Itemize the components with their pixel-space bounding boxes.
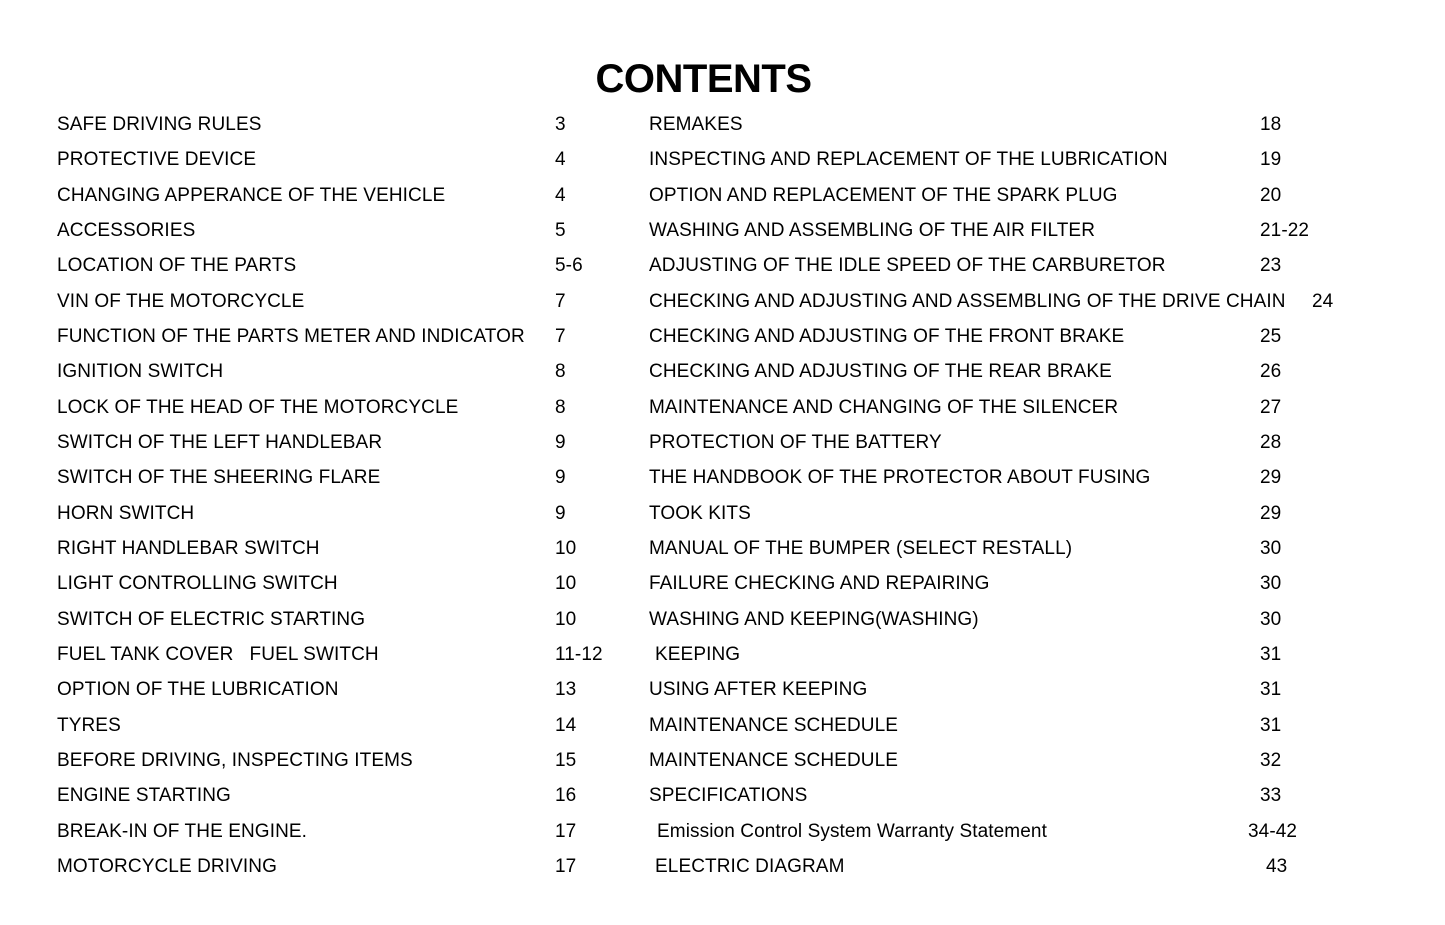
toc-entry-label: BREAK-IN OF THE ENGINE.: [57, 820, 308, 842]
toc-row: [0, 354, 1445, 389]
toc-entry-page: 29: [1260, 502, 1282, 524]
toc-entry-label: THE HANDBOOK OF THE PROTECTOR ABOUT FUSING: [649, 467, 1151, 489]
toc-entry-page: 23: [1260, 255, 1282, 277]
toc-entry-page: 15: [555, 749, 577, 771]
toc-entry-page: 31: [1260, 643, 1282, 665]
toc-row: [0, 531, 1445, 566]
toc-entry-label: MAINTENANCE SCHEDULE: [649, 749, 899, 771]
toc-entry-label: LIGHT CONTROLLING SWITCH: [57, 573, 338, 595]
toc-entry-page: 34-42: [1248, 820, 1298, 842]
toc-entry-label: CHECKING AND ADJUSTING AND ASSEMBLING OF THE DRIVE CHAIN: [649, 290, 1286, 312]
toc-entry-label: LOCATION OF THE PARTS: [57, 255, 297, 277]
toc-entry-label: SWITCH OF THE LEFT HANDLEBAR: [57, 431, 383, 453]
toc-row: [0, 814, 1445, 849]
toc-row: [0, 743, 1445, 778]
toc-entry-label: USING AFTER KEEPING: [649, 679, 868, 701]
toc-row: [0, 390, 1445, 425]
toc-entry-label: ELECTRIC DIAGRAM: [655, 855, 845, 877]
toc-row: [0, 213, 1445, 248]
toc-entry-page: 30: [1260, 537, 1282, 559]
toc-row: [0, 778, 1445, 813]
toc-entry-page: 9: [555, 502, 566, 524]
toc-entry-page: 30: [1260, 608, 1282, 630]
toc-entry-page: 19: [1260, 149, 1282, 171]
toc-entry-page: 14: [555, 714, 577, 736]
toc-entry-label: FUEL TANK COVER FUEL SWITCH: [57, 643, 379, 665]
toc-entry-page: 17: [555, 855, 577, 877]
toc-row: [0, 637, 1445, 672]
toc-entry-page: 17: [555, 820, 577, 842]
toc-entry-label: ACCESSORIES: [57, 219, 196, 241]
page-title: CONTENTS: [595, 57, 812, 101]
toc-row: [0, 107, 1445, 142]
toc-entry-label: MAINTENANCE SCHEDULE: [649, 714, 899, 736]
toc-entry-page: 31: [1260, 679, 1282, 701]
toc-entry-page: 5-6: [555, 255, 583, 277]
toc-entry-label: MOTORCYCLE DRIVING: [57, 855, 277, 877]
toc-entry-page: 3: [555, 114, 566, 135]
toc-entry-label: SWITCH OF THE SHEERING FLARE: [57, 467, 381, 489]
toc-row: [0, 248, 1445, 283]
toc-row: [0, 602, 1445, 637]
toc-row: [0, 496, 1445, 531]
toc-row: [0, 319, 1445, 354]
toc-entry-label: TOOK KITS: [649, 502, 751, 524]
toc-entry-label: RIGHT HANDLEBAR SWITCH: [57, 537, 320, 559]
toc-entry-page: 26: [1260, 361, 1282, 383]
toc-entry-label: PROTECTIVE DEVICE: [57, 149, 257, 171]
toc-entry-page: 7: [555, 290, 566, 312]
toc-entry-page: 5: [555, 219, 566, 241]
toc-entry-page: 18: [1260, 114, 1282, 135]
toc-entry-label: FUNCTION OF THE PARTS METER AND INDICATOR: [57, 325, 525, 347]
toc-entry-page: 10: [555, 573, 577, 595]
toc-entry-page: 30: [1260, 573, 1282, 595]
toc-entry-page: 32: [1260, 749, 1282, 771]
toc-row: [0, 708, 1445, 743]
toc-entry-page: 7: [555, 325, 566, 347]
toc-entry-label: FAILURE CHECKING AND REPAIRING: [649, 573, 990, 595]
toc-entry-label: ENGINE STARTING: [57, 785, 231, 807]
toc-row: [0, 849, 1445, 884]
toc-entry-page: 27: [1260, 396, 1282, 418]
toc-entry-page: 13: [555, 679, 577, 701]
toc-entry-label: REMAKES: [649, 114, 743, 135]
toc-entry-page: 21-22: [1260, 219, 1310, 241]
toc-entry-label: LOCK OF THE HEAD OF THE MOTORCYCLE: [57, 396, 459, 418]
toc-entry-page: 4: [555, 184, 566, 206]
toc-row: [0, 284, 1445, 319]
toc-row: [0, 178, 1445, 213]
toc-row: [0, 460, 1445, 495]
toc-entry-page: 20: [1260, 184, 1282, 206]
toc-entry-label: Emission Control System Warranty Statement: [657, 820, 1047, 842]
toc-entry-page: 4: [555, 149, 566, 171]
toc-entry-page: 9: [555, 431, 566, 453]
toc-entry-page: 43: [1266, 855, 1288, 877]
toc-entry-label: CHECKING AND ADJUSTING OF THE REAR BRAKE: [649, 361, 1112, 383]
toc-entry-label: CHECKING AND ADJUSTING OF THE FRONT BRAKE: [649, 325, 1125, 347]
toc-entry-label: OPTION AND REPLACEMENT OF THE SPARK PLUG: [649, 184, 1118, 206]
toc-entry-page: 10: [555, 608, 577, 630]
toc-entry-label: ADJUSTING OF THE IDLE SPEED OF THE CARBURETOR: [649, 255, 1166, 277]
toc-entry-label: PROTECTION OF THE BATTERY: [649, 431, 942, 453]
toc-row: [0, 672, 1445, 707]
toc-entry-label: INSPECTING AND REPLACEMENT OF THE LUBRICATION: [649, 149, 1168, 171]
toc-entry-label: IGNITION SWITCH: [57, 361, 224, 383]
toc-entry-label: VIN OF THE MOTORCYCLE: [57, 290, 305, 312]
toc-entry-page: 8: [555, 361, 566, 383]
toc-entry-label: KEEPING: [655, 643, 741, 665]
toc-column-right: [0, 107, 1445, 884]
toc-entry-label: WASHING AND KEEPING(WASHING): [649, 608, 979, 630]
toc-entry-page: 25: [1260, 325, 1282, 347]
toc-entry-label: WASHING AND ASSEMBLING OF THE AIR FILTER: [649, 219, 1096, 241]
toc-entry-page: 31: [1260, 714, 1282, 736]
toc-entry-label: MAINTENANCE AND CHANGING OF THE SILENCER: [649, 396, 1119, 418]
toc-entry-page: 11-12: [555, 643, 603, 665]
toc-entry-page: 16: [555, 785, 577, 807]
toc-entry-label: BEFORE DRIVING, INSPECTING ITEMS: [57, 749, 413, 771]
toc-entry-page: 9: [555, 467, 566, 489]
toc-entry-label: HORN SWITCH: [57, 502, 195, 524]
toc-row: [0, 566, 1445, 601]
toc-entry-page: 24: [1312, 290, 1334, 312]
toc-entry-label: CHANGING APPERANCE OF THE VEHICLE: [57, 184, 446, 206]
toc-entry-label: MANUAL OF THE BUMPER (SELECT RESTALL): [649, 537, 1073, 559]
toc-entry-page: 28: [1260, 431, 1282, 453]
toc-entry-page: 29: [1260, 467, 1282, 489]
toc-entry-page: 8: [555, 396, 566, 418]
toc-entry-label: TYRES: [57, 714, 121, 736]
toc-row: [0, 142, 1445, 177]
toc-row: [0, 425, 1445, 460]
toc-entry-label: SWITCH OF ELECTRIC STARTING: [57, 608, 366, 630]
toc-entry-page: 33: [1260, 785, 1282, 807]
toc-entry-label: SPECIFICATIONS: [649, 785, 808, 807]
toc-entry-page: 10: [555, 537, 577, 559]
toc-entry-label: SAFE DRIVING RULES: [57, 114, 262, 135]
toc-entry-label: OPTION OF THE LUBRICATION: [57, 679, 339, 701]
